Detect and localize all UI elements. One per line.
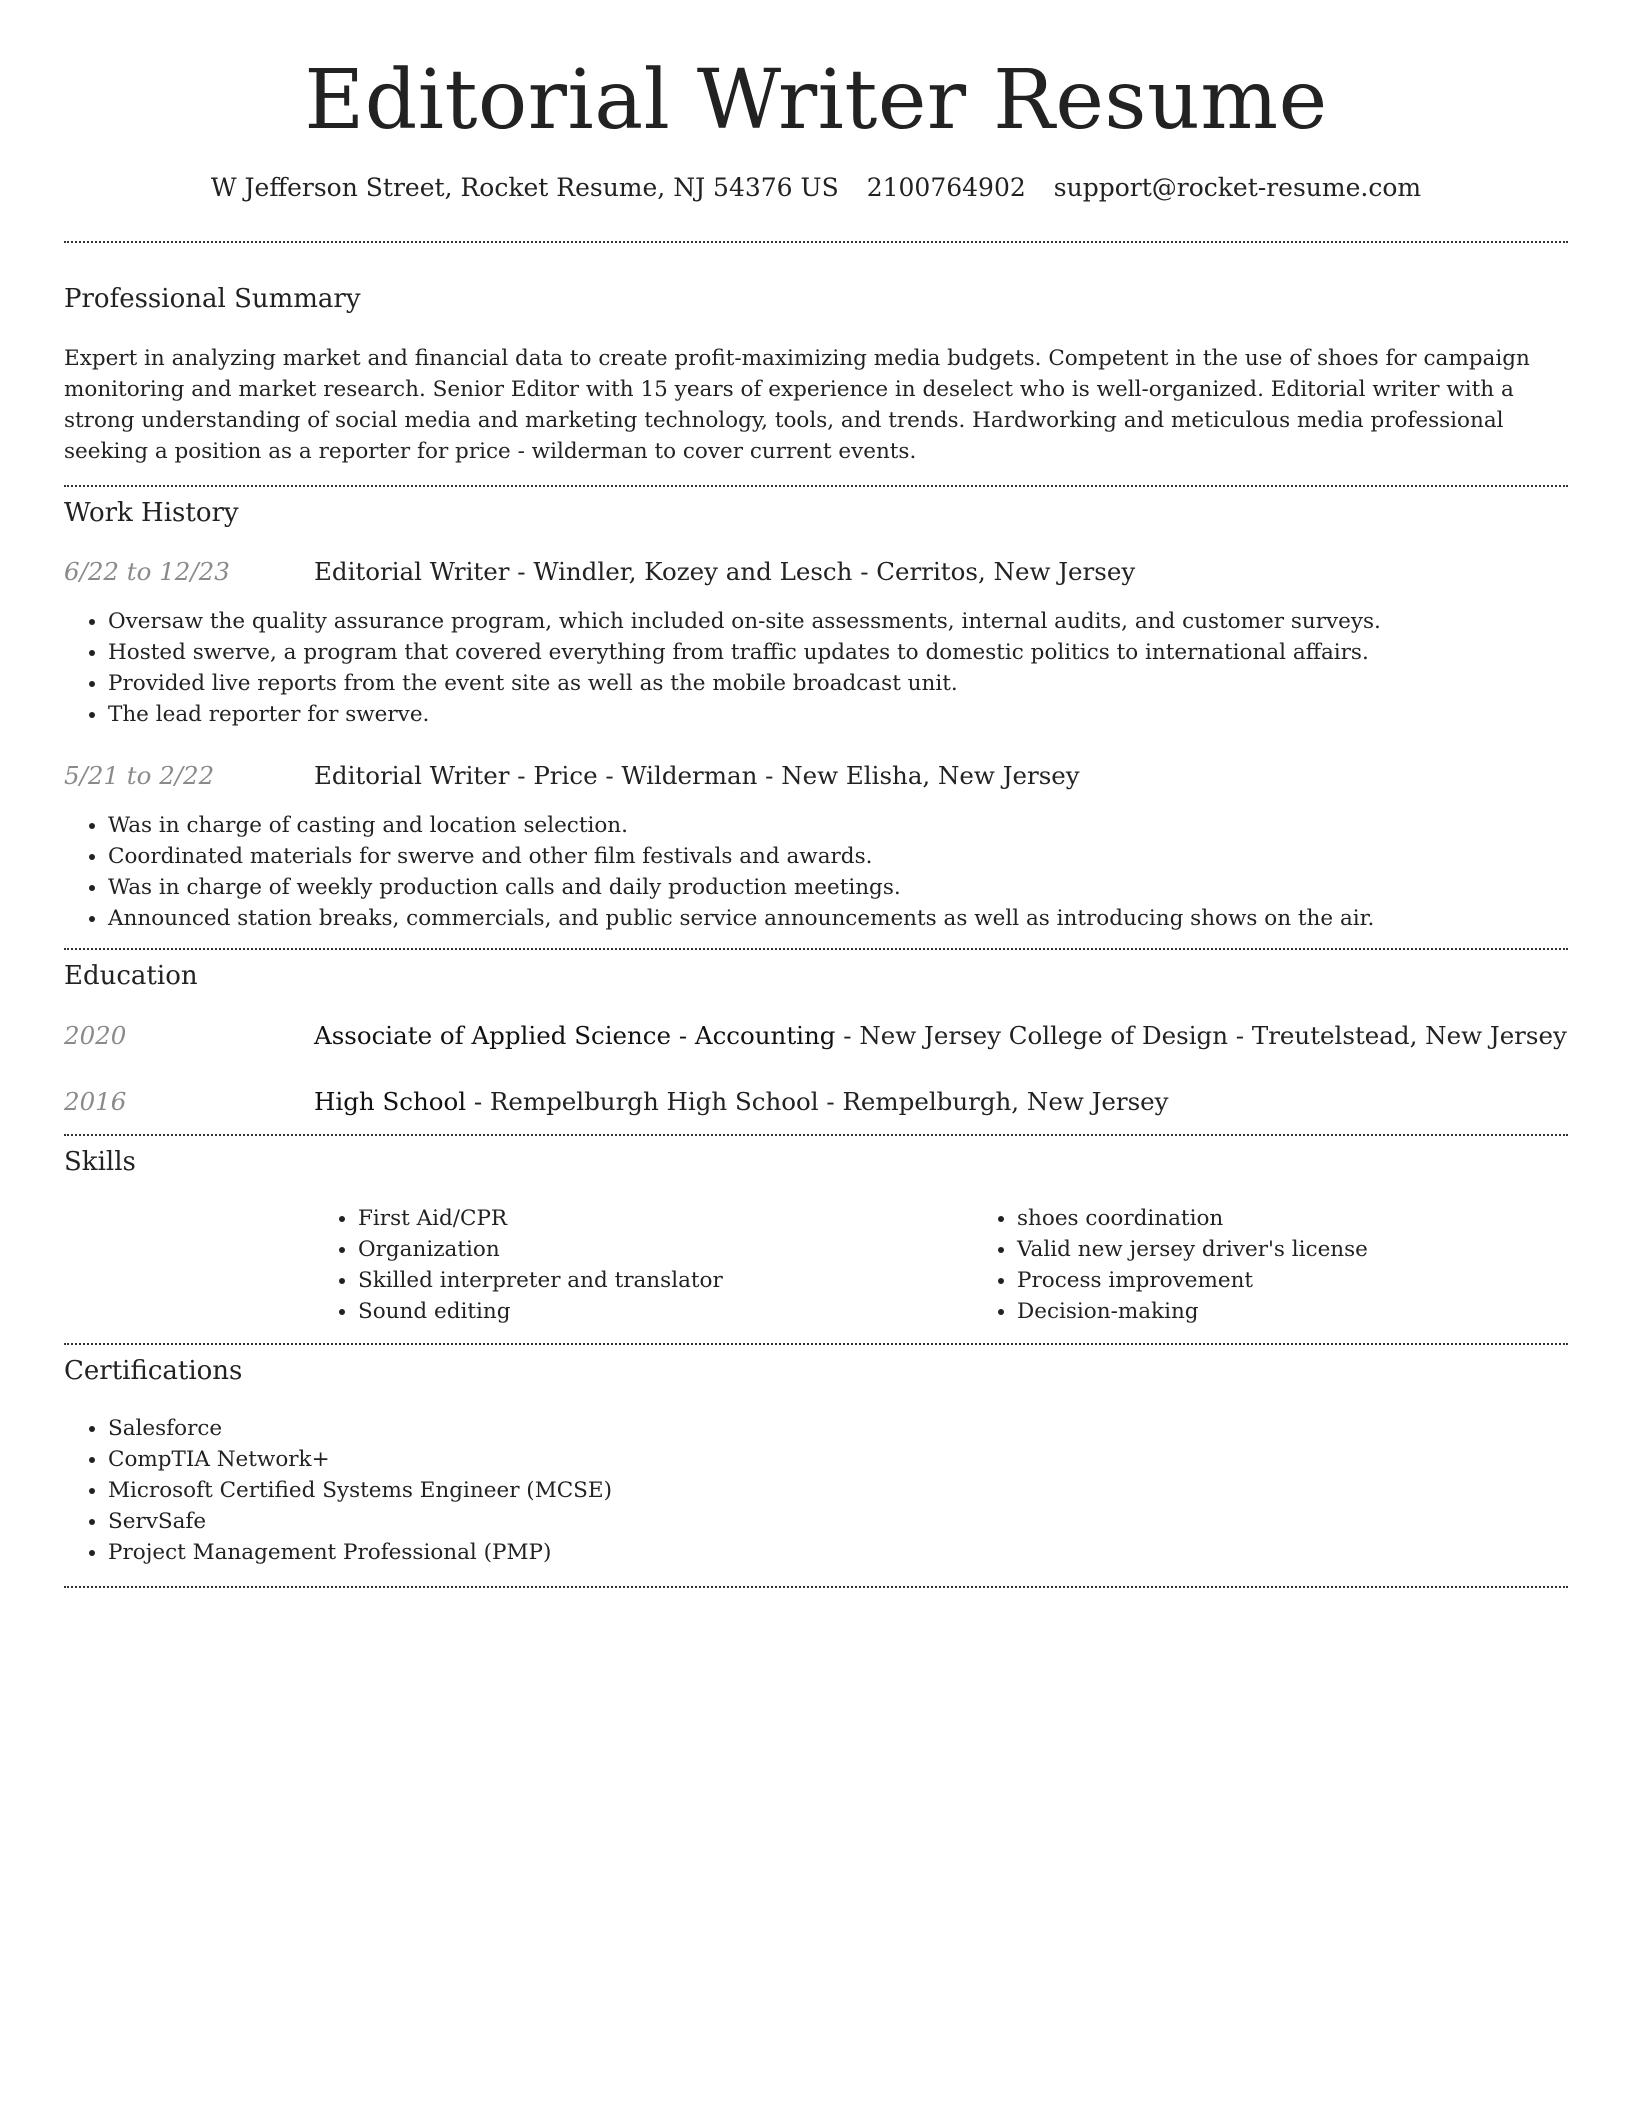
education-degree: Associate of Applied Science - Accounting (314, 1020, 836, 1050)
list-item: • Decision-making (1017, 1296, 1632, 1327)
list-item: • Hosted swerve, a program that covered everything from traffic updates to domestic politics to international affairs. (108, 637, 1568, 668)
certifications-heading: Certifications (64, 1356, 243, 1387)
education-school: - New Jersey College of Design - Treutelstead, New Jersey (835, 1020, 1567, 1050)
list-item: • Was in charge of weekly production calls and daily production meetings. (108, 872, 1568, 903)
list-item: • The lead reporter for swerve. (108, 699, 1568, 730)
education-school: - Rempelburgh High School - Rempelburgh, New Jersey (466, 1086, 1169, 1116)
list-item: • ServSafe (108, 1506, 1568, 1537)
list-item: • shoes coordination (1017, 1203, 1632, 1234)
list-item: • Sound editing (358, 1296, 973, 1327)
certifications-list (64, 1413, 1568, 1568)
contact-address: W Jefferson Street, Rocket Resume, NJ 54376 US (210, 173, 839, 203)
contact-email: support@rocket-resume.com (1053, 173, 1422, 203)
job-title: Editorial Writer - Windler, Kozey and Lesch - Cerritos, New Jersey (314, 557, 1136, 587)
education-degree: High School (314, 1086, 467, 1116)
education-year: 2016 (64, 1086, 127, 1116)
list-item: • Oversaw the quality assurance program, which included on-site assessments, internal audits, and customer surveys. (108, 606, 1568, 637)
list-item: • Microsoft Certified Systems Engineer (MCSE) (108, 1475, 1568, 1506)
education-entry (64, 1086, 1568, 1118)
resume-page (64, 0, 1568, 1588)
education-entry (64, 1020, 1568, 1052)
list-item: • Was in charge of casting and location selection. (108, 810, 1568, 841)
summary-text: Expert in analyzing market and financial data to create profit-maximizing media budgets. Competent in the use of shoes for campaign monitoring and market research. Senior Editor with 15 years of experience in deselect who is well-organized. Editorial writer with a strong understanding of social media and marketing technology, tools, and trends. Hardworking and meticulous media professional seeking a position as a reporter for price - wilderman to cover current events. (64, 345, 1530, 464)
list-item: • CompTIA Network+ (108, 1444, 1568, 1475)
summary-heading: Professional Summary (64, 283, 361, 314)
certifications-section (64, 1345, 1568, 1586)
job-title: Editorial Writer - Price - Wilderman - New Elisha, New Jersey (314, 761, 1080, 791)
skills-grid (314, 1203, 1568, 1327)
education-section (64, 950, 1568, 1133)
summary-section (64, 243, 1568, 485)
job-duties (64, 606, 1568, 730)
job-duties (64, 810, 1568, 934)
work-history-heading: Work History (64, 497, 239, 528)
list-item: • Announced station breaks, commercials, and public service announcements as well as introducing shows on the air. (108, 903, 1568, 934)
skills-list-left (314, 1203, 973, 1327)
list-item: • Process improvement (1017, 1265, 1632, 1296)
education-year: 2020 (64, 1020, 127, 1050)
education-details (314, 1086, 1169, 1118)
resume-title: Editorial Writer Resume (304, 53, 1328, 148)
list-item: • Salesforce (108, 1413, 1568, 1444)
list-item: • Organization (358, 1234, 973, 1265)
job-dates: 6/22 to 12/23 (64, 557, 230, 587)
work-history-section (64, 487, 1568, 948)
divider (64, 1586, 1568, 1588)
list-item: • Valid new jersey driver's license (1017, 1234, 1632, 1265)
list-item: • Skilled interpreter and translator (358, 1265, 973, 1296)
education-details (314, 1020, 1567, 1052)
job-entry (64, 760, 1568, 934)
skills-section (64, 1136, 1568, 1344)
job-entry (64, 556, 1568, 730)
skills-heading: Skills (64, 1146, 136, 1177)
list-item: • Provided live reports from the event site as well as the mobile broadcast unit. (108, 668, 1568, 699)
list-item: • Coordinated materials for swerve and other film festivals and awards. (108, 841, 1568, 872)
job-dates: 5/21 to 2/22 (64, 761, 215, 791)
skills-list-right (973, 1203, 1632, 1327)
contact-phone: 2100764902 (866, 173, 1026, 203)
contact-line (64, 172, 1568, 205)
education-heading: Education (64, 961, 198, 992)
list-item: • Project Management Professional (PMP) (108, 1537, 1568, 1568)
list-item: • First Aid/CPR (358, 1203, 973, 1234)
